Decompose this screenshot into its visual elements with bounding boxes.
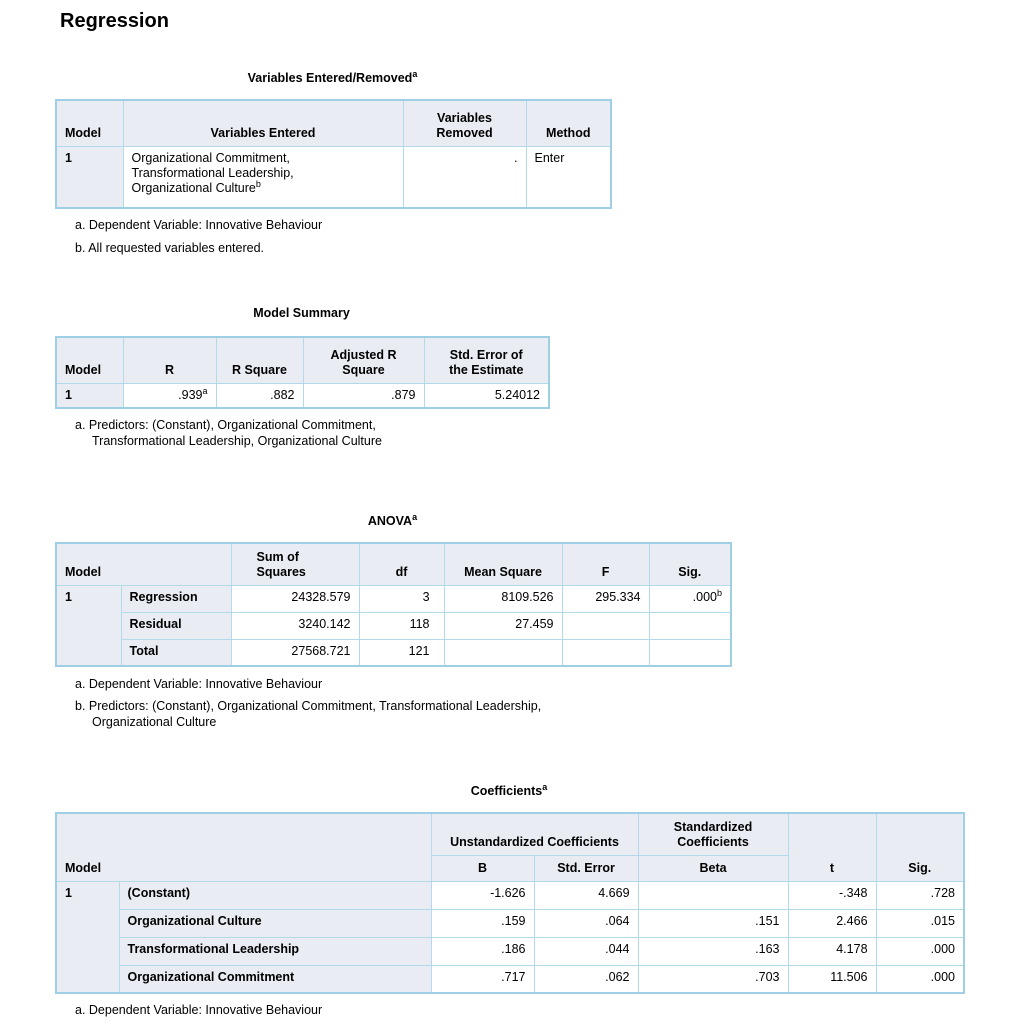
col-header-mean-square: Mean Square xyxy=(444,543,562,585)
cell-sig xyxy=(649,639,731,666)
col-header-model: Model xyxy=(56,543,231,585)
col-header-variables-entered: Variables Entered xyxy=(123,100,403,146)
r-superscript: a xyxy=(202,385,208,396)
cell-row-label: Regression xyxy=(121,585,231,612)
cell-mean-square: 8109.526 xyxy=(444,585,562,612)
col-header-t: t xyxy=(788,813,876,881)
cell-f xyxy=(562,612,649,639)
coefficients-table xyxy=(55,812,965,994)
footnote-a: a. Dependent Variable: Innovative Behaviour xyxy=(75,677,323,691)
cell-row-label: Organizational Commitment xyxy=(119,965,431,993)
table-row-residual xyxy=(56,612,731,639)
col-header-sig: Sig. xyxy=(876,813,964,881)
cell-t: -.348 xyxy=(788,881,876,909)
cell-sig: .015 xyxy=(876,909,964,937)
title-text: Variables Entered/Removed xyxy=(247,71,413,85)
col-header-r: R xyxy=(123,337,216,383)
table-row-total xyxy=(56,639,731,666)
title-superscript: a xyxy=(412,511,418,522)
cell-variables-removed: . xyxy=(403,146,526,208)
sig-value: .000 xyxy=(692,589,717,604)
footnote-a: a. Dependent Variable: Innovative Behaviour xyxy=(75,218,323,232)
cell-sig: .000 xyxy=(876,937,964,965)
col-header-model: Model xyxy=(56,337,123,383)
cell-beta xyxy=(638,881,788,909)
cell-std-error-estimate: 5.24012 xyxy=(424,383,549,408)
cell-t: 2.466 xyxy=(788,909,876,937)
footnote-a: a. Dependent Variable: Innovative Behaviour xyxy=(75,1003,323,1017)
sig-superscript: b xyxy=(717,587,723,598)
cell-std-error: .064 xyxy=(534,909,638,937)
cell-df: 121 xyxy=(359,639,444,666)
table-row-transf-leadership xyxy=(56,937,964,965)
cell-adjusted-r-square: .879 xyxy=(303,383,424,408)
cell-model-number: 1 xyxy=(56,585,121,666)
cell-df: 118 xyxy=(359,612,444,639)
title-text: ANOVA xyxy=(367,514,413,528)
cell-sum-of-squares: 24328.579 xyxy=(231,585,359,612)
spss-output-page xyxy=(0,10,1024,1018)
header-row xyxy=(56,543,731,585)
cell-b: .717 xyxy=(431,965,534,993)
header-row xyxy=(56,100,611,146)
col-header-sig: Sig. xyxy=(649,543,731,585)
variables-entered-superscript: b xyxy=(255,178,261,189)
col-header-std-error: Std. Error xyxy=(534,855,638,881)
cell-sum-of-squares: 27568.721 xyxy=(231,639,359,666)
model-summary-table xyxy=(55,336,550,409)
footnote-b: b. Predictors: (Constant), Organizational Commitment, Transformational Leadership, Organizational Culture xyxy=(75,699,542,729)
col-header-df: df xyxy=(359,543,444,585)
variables-entered-removed-title xyxy=(55,70,610,86)
cell-beta: .163 xyxy=(638,937,788,965)
cell-model-number: 1 xyxy=(56,383,123,408)
cell-method: Enter xyxy=(526,146,611,208)
model-summary-title: Model Summary xyxy=(253,306,350,320)
col-header-method: Method xyxy=(526,100,611,146)
cell-variables-entered xyxy=(123,146,403,208)
cell-f xyxy=(562,639,649,666)
table-row xyxy=(56,383,549,408)
table-row xyxy=(56,146,611,208)
cell-sum-of-squares: 3240.142 xyxy=(231,612,359,639)
footnote-b: b. All requested variables entered. xyxy=(75,241,265,255)
cell-model-number: 1 xyxy=(56,881,119,993)
cell-mean-square xyxy=(444,639,562,666)
col-header-adjusted-r-square: Adjusted R Square xyxy=(303,337,424,383)
col-header-model: Model xyxy=(56,813,431,881)
cell-row-label: (Constant) xyxy=(119,881,431,909)
cell-row-label: Organizational Culture xyxy=(119,909,431,937)
col-header-f: F xyxy=(562,543,649,585)
header-row-groups xyxy=(56,813,964,855)
header-row xyxy=(56,337,549,383)
cell-df: 3 xyxy=(359,585,444,612)
page-title: Regression xyxy=(60,10,169,32)
anova-table xyxy=(55,542,732,667)
variables-entered-removed-table xyxy=(55,99,612,209)
r-value: .939 xyxy=(178,387,203,402)
table-row-org-culture xyxy=(56,909,964,937)
cell-row-label: Residual xyxy=(121,612,231,639)
cell-sig xyxy=(649,585,731,612)
group-header-unstandardized: Unstandardized Coefficients xyxy=(431,813,638,855)
col-header-b: B xyxy=(431,855,534,881)
table-row-org-commitment xyxy=(56,965,964,993)
col-header-model: Model xyxy=(56,100,123,146)
cell-model-number: 1 xyxy=(56,146,123,208)
title-text: Coefficients xyxy=(470,784,543,798)
cell-beta: .703 xyxy=(638,965,788,993)
cell-t: 4.178 xyxy=(788,937,876,965)
variables-entered-text: Organizational Commitment, Transformational Leadership, Organizational Culture xyxy=(131,150,294,195)
cell-row-label: Total xyxy=(121,639,231,666)
cell-std-error: 4.669 xyxy=(534,881,638,909)
cell-sig: .000 xyxy=(876,965,964,993)
cell-beta: .151 xyxy=(638,909,788,937)
anova-title xyxy=(55,513,730,529)
footnote-a: a. Predictors: (Constant), Organizational Commitment, Transformational Leadership, Organizational Culture xyxy=(75,418,382,448)
cell-std-error: .044 xyxy=(534,937,638,965)
cell-b: .159 xyxy=(431,909,534,937)
cell-t: 11.506 xyxy=(788,965,876,993)
cell-sig: .728 xyxy=(876,881,964,909)
col-header-beta: Beta xyxy=(638,855,788,881)
table-row-constant xyxy=(56,881,964,909)
col-header-variables-removed: Variables Removed xyxy=(403,100,526,146)
cell-r xyxy=(123,383,216,408)
group-header-standardized: Standardized Coefficients xyxy=(638,813,788,855)
title-superscript: a xyxy=(542,781,548,792)
table-row-regression xyxy=(56,585,731,612)
cell-b: -1.626 xyxy=(431,881,534,909)
cell-b: .186 xyxy=(431,937,534,965)
col-header-std-error-estimate: Std. Error of the Estimate xyxy=(424,337,549,383)
cell-r-square: .882 xyxy=(216,383,303,408)
col-header-sum-of-squares: Sum of Squares xyxy=(231,543,359,585)
cell-f: 295.334 xyxy=(562,585,649,612)
cell-std-error: .062 xyxy=(534,965,638,993)
cell-sig xyxy=(649,612,731,639)
coefficients-title xyxy=(55,783,963,799)
cell-row-label: Transformational Leadership xyxy=(119,937,431,965)
title-superscript: a xyxy=(412,68,418,79)
col-header-r-square: R Square xyxy=(216,337,303,383)
cell-mean-square: 27.459 xyxy=(444,612,562,639)
